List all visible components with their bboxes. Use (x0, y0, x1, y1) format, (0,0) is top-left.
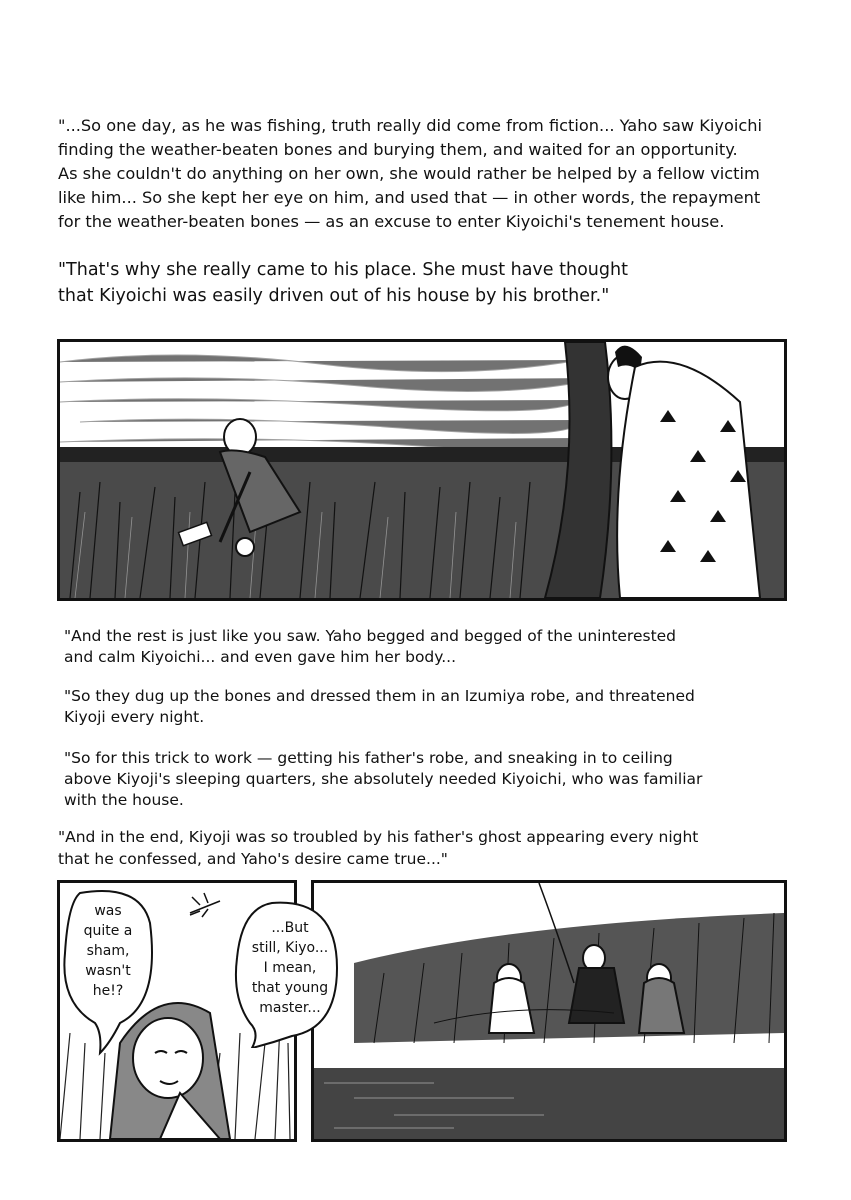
narration-text: "So they dug up the bones and dressed them in an Izumiya robe, and threatened Kiyoji every night. (64, 687, 695, 726)
bubble-line: that young (251, 980, 329, 996)
bubble-line: he!? (92, 983, 124, 999)
narration-block-3 (64, 626, 784, 668)
bubble-line: sham, (86, 943, 130, 959)
bubble-line: still, Kiyo... (251, 940, 329, 956)
speech-bubble-right (232, 898, 342, 1048)
narration-text: "So for this trick to work — getting his father's robe, and sneaking in to ceiling above Kiyoji's sleeping quarters, she absolutely needed Kiyoichi, who was familiar with the house. (64, 749, 703, 809)
bubble-line: wasn't (85, 963, 131, 979)
panel-fishing-group (311, 880, 787, 1142)
narration-block-2 (58, 257, 758, 309)
bubble-line: was (94, 903, 122, 919)
bubble-line: I mean, (263, 960, 317, 976)
bubble-line: quite a (83, 923, 133, 939)
narration-block-4 (64, 686, 784, 728)
skull (236, 538, 254, 556)
narration-text: "And in the end, Kiyoji was so troubled by his father's ghost appearing every night that he confessed, and Yaho's desire came true..." (58, 828, 699, 868)
narration-block-6 (58, 826, 818, 870)
narration-text: "That's why she really came to his place. She must have thought that Kiyoichi was easily driven out of his house by his brother." (58, 260, 628, 306)
panel-field-scene (57, 339, 787, 601)
narration-text: "And the rest is just like you saw. Yaho begged and begged of the uninterested and calm Kiyoichi... and even gave him her body... (64, 627, 677, 666)
narration-block-5 (64, 748, 784, 811)
field-scene-illustration (60, 342, 784, 598)
bubble-line: master... (259, 1000, 321, 1016)
narration-block-1 (58, 114, 818, 234)
bubble-line: ...But (271, 920, 309, 936)
narration-text: "...So one day, as he was fishing, truth really did come from fiction... Yaho saw Kiyoichi finding the weather-beaten bones and burying them, and waited for an opportunity. As she couldn't do anything on her own, she would rather be helped by a fellow victim like him... So she kept her eye on him, and used that — in other words, the repayment for the weather-beaten bones — as an excuse to enter Kiyoichi's tenement house. (58, 116, 763, 231)
